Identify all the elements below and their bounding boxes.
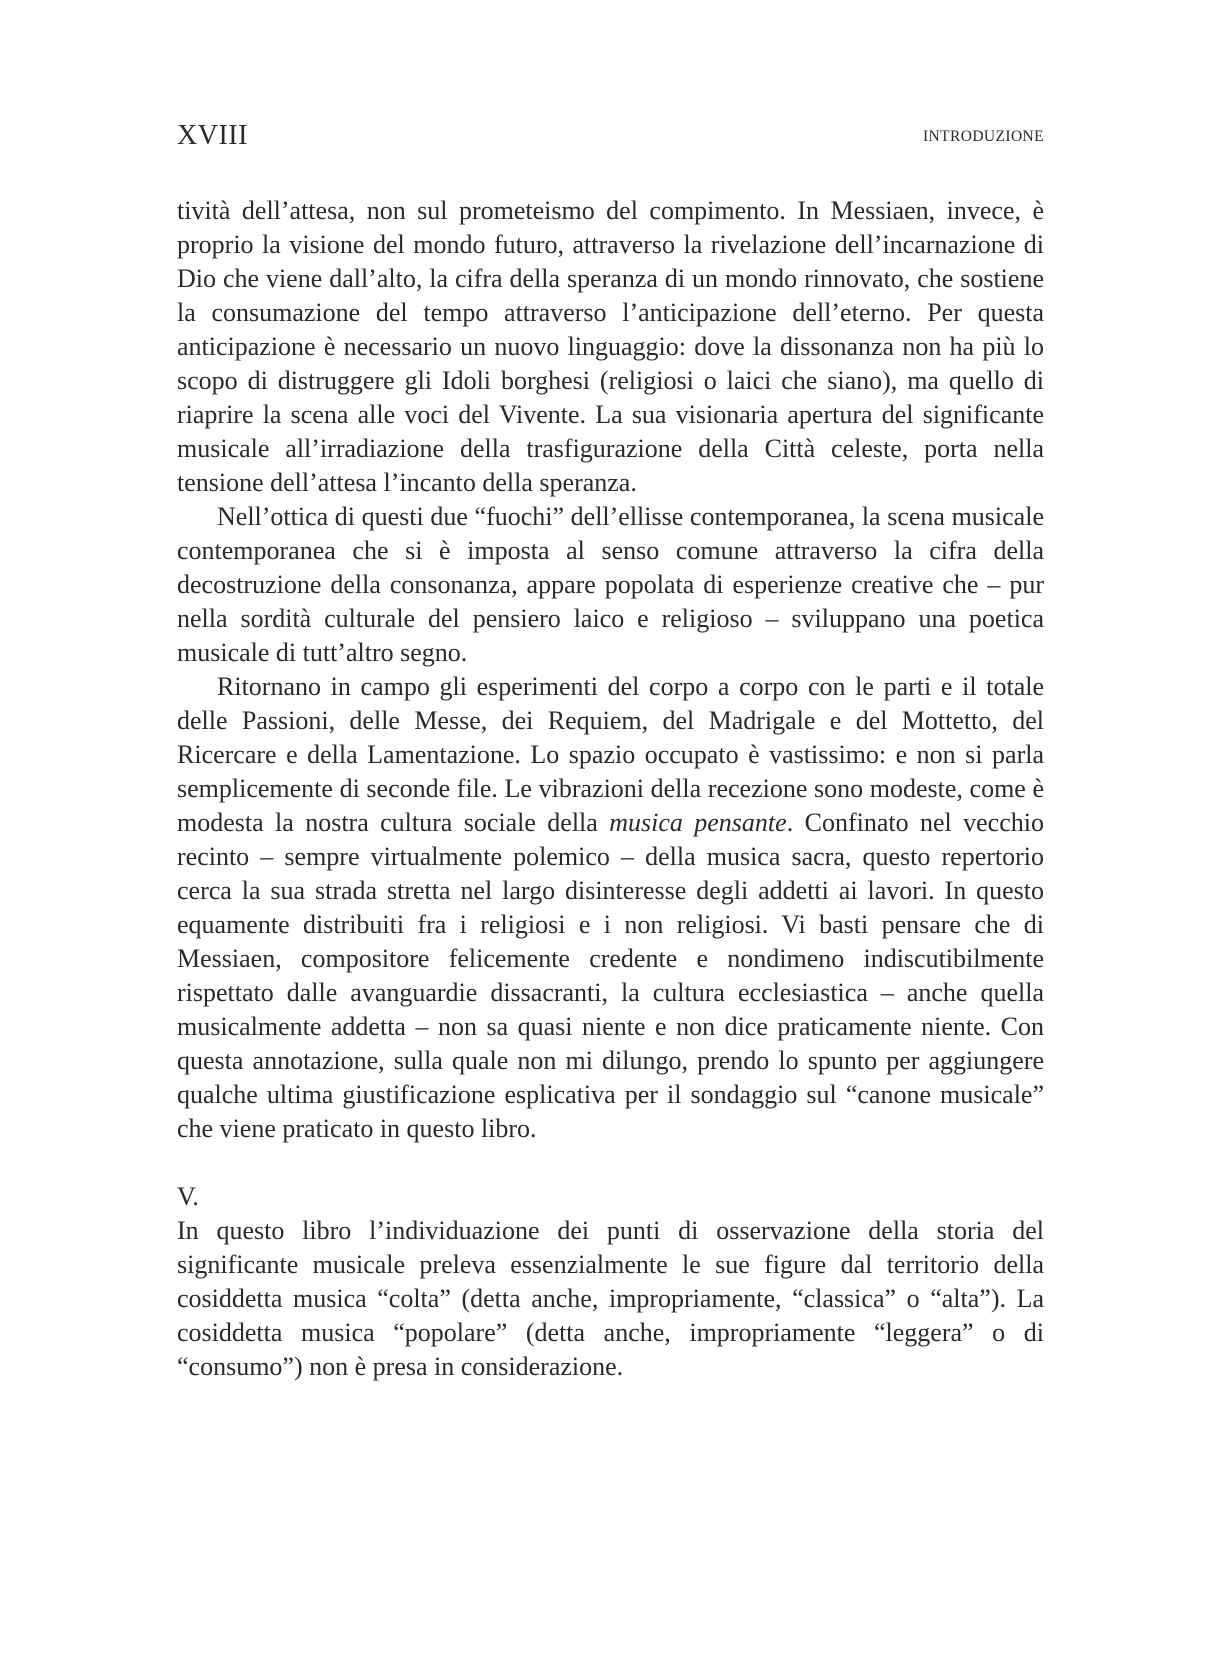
body-text xyxy=(177,194,1044,1384)
paragraph-3-text-end: . Confinato nel vecchio recinto – sempre virtualmente polemico – della musica sacra, questo repertorio cerca la sua strada stretta nel largo disinteresse degli addetti ai lavori. In questo equamente distribuiti fra i religiosi e i non religiosi. Vi basti pensare che di Messiaen, compositore felicemente credente e nondimeno indiscutibilmente rispettato dalle avanguardie dissacranti, la cultura ecclesiastica – anche quella musicalmente addetta – non sa quasi niente e non dice praticamente niente. Con questa annotazione, sulla quale non mi dilungo, prendo lo spunto per aggiungere qualche ultima giustificazione esplicativa per il sondaggio sul “canone musicale” che viene praticato in questo libro. xyxy=(177,808,1044,1143)
page-header xyxy=(177,120,1044,160)
paragraph-3 xyxy=(177,670,1044,1146)
italic-term: musica pensante xyxy=(609,808,787,837)
section-number: V. xyxy=(177,1182,199,1211)
page-number: XVIII xyxy=(177,120,248,151)
paragraph-1: tività dell’attesa, non sul prometeismo del compimento. In Messiaen, invece, è proprio la visione del mondo futuro, attraverso la rivelazione dell’incarnazione di Dio che viene dall’alto, la cifra della speranza di un mondo rinnovato, che sostiene la consumazione del tempo attraverso l’anticipazione dell’eterno. Per questa anticipazione è necessario un nuovo linguaggio: dove la dissonanza non ha più lo scopo di distruggere gli Idoli borghesi (religiosi o laici che siano), ma quello di riaprire la scena alle voci del Vivente. La sua visionaria apertura del significante musicale all’irradiazione della trasfigurazione della Città celeste, porta nella tensione dell’attesa l’incanto della speranza. xyxy=(177,196,1044,497)
running-head: INTRODUZIONE xyxy=(922,128,1044,145)
paragraph-3-text-start: Ritornano in campo gli esperimenti del corpo a corpo con le parti e il totale delle Passioni, delle Messe, dei Requiem, del Madrigale e del Mottetto, del Ricercare e della Lamentazione. Lo spazio occupato è vastissimo: e non si parla semplicemente di seconde file. Le vibrazioni della recezione sono modeste, come è modesta la nostra cultura sociale della xyxy=(177,672,1044,837)
paragraph-2: Nell’ottica di questi due “fuochi” dell’ellisse contemporanea, la scena musicale contemporanea che si è imposta al senso comune attraverso la cifra della decostruzione della consonanza, appare popolata di esperienze creative che – pur nella sordità culturale del pensiero laico e religioso – sviluppano una poetica musicale di tutt’altro segno. xyxy=(177,502,1044,667)
book-page xyxy=(177,0,1044,1656)
section-paragraph: In questo libro l’individuazione dei punti di osservazione della storia del significante musicale preleva essenzialmente le sue figure dal territorio della cosiddetta musica “colta” (detta anche, impropriamente, “classica” o “alta”). La cosiddetta musica “popolare” (detta anche, impropriamente “leggera” o di “consumo”) non è presa in considerazione. xyxy=(177,1216,1044,1381)
